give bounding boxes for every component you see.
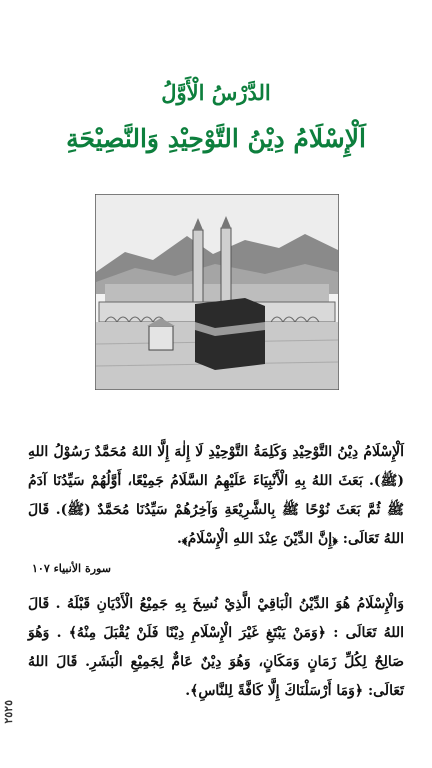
city-buildings xyxy=(105,284,329,302)
kaaba-illustration xyxy=(95,194,339,390)
lesson-number-heading: الدَّرْسُ الْأَوَّلُ xyxy=(161,80,271,105)
paragraph-islam-eternal: وَالْإِسْلَامُ هُوَ الدِّيْنُ الْبَاقِيْ الَّذِيْ نُسِخَ بِهِ جَمِيْعُ الْأَدْيَانِ قَبْلَهُ . قَالَ اللهُ تَعَالَى : ﴿وَمَنْ يَبْتَغِ غَيْرَ الْإِسْلَامِ دِيْنًا فَلَنْ يُقْبَلَ مِنْهُ﴾ . وَهُوَ صَالِحٌ لِكُلِّ زَمَانٍ وَمَكَانٍ، وَهُوَ دِيْنٌ عَامٌّ لِجَمِيْعِ الْبَشَرِ. قَالَ اللهُ تَعَالَى: ﴿وَمَا أَرْسَلْنَاكَ إِلَّا كَافَّةً لِلنَّاسِ﴾. xyxy=(28,596,404,699)
minaret-right xyxy=(221,228,231,304)
paragraph-islam-tawhid: اَلْإِسْلَامُ دِيْنُ التَّوْحِيْدِ وَكَلِمَةُ التَّوْحِيْدِ لَا إِلٰهَ إِلَّا اللهُ مُحَمَّدٌ رَسُوْلُ اللهِ (ﷺ). بَعَثَ اللهُ بِهِ الْأَنْبِيَاءَ عَلَيْهِمُ السَّلَامُ جَمِيْعًا، أَوَّلُهُمْ سَيِّدُنَا آدَمُ ﷺ ثُمَّ بَعَثَ نُوْحًا ﷺ بِالشَّرِيْعَةِ وَآخِرُهُمْ سَيِّدُنَا مُحَمَّدٌ (ﷺ). قَالَ اللهُ تَعَالَى: ﴿إِنَّ الدِّيْنَ عِنْدَ اللهِ الْإِسْلَامُ﴾. xyxy=(28,444,404,547)
maqam-ibrahim xyxy=(149,326,173,350)
quran-source-reference: سورة الأنبياء ١٠٧ xyxy=(32,562,111,575)
lesson-title: اَلْإِسْلَامُ دِيْنُ التَّوْحِيْدِ وَالنَّصِيْحَةِ xyxy=(66,124,366,153)
minaret-left xyxy=(193,230,203,304)
page-number: ٢٥٢٥ xyxy=(2,700,15,724)
